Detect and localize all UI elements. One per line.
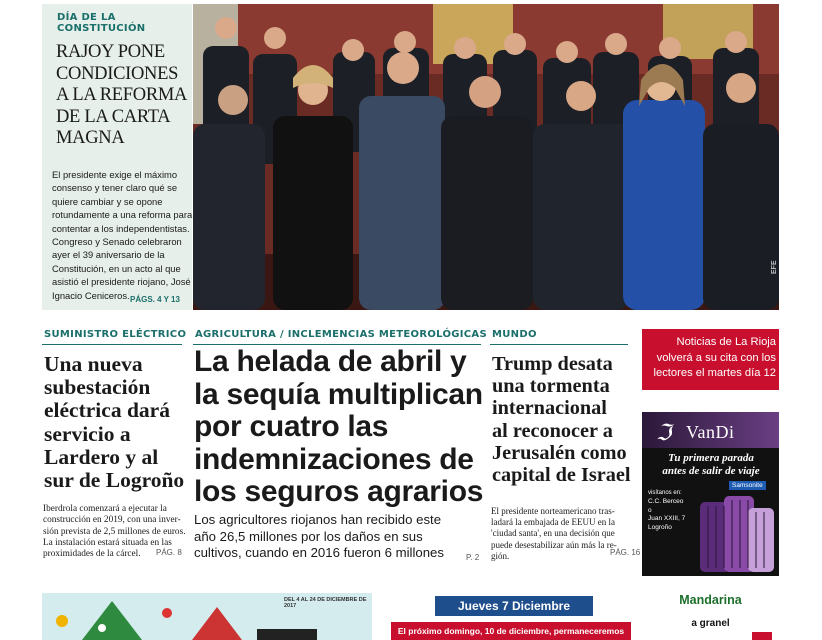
lead-headline-line: A LA REFORMA	[56, 85, 188, 105]
date-banner: Jueves 7 Diciembre	[435, 596, 593, 616]
lead-kicker: DÍA DE LA CONSTITUCIÓN	[57, 12, 146, 34]
right-kicker-rule	[490, 344, 628, 345]
left-headline-line: eléctrica dará	[44, 398, 170, 423]
right-headline	[492, 353, 632, 486]
center-summary-line: Los agricultores riojanos han recibido este	[194, 512, 442, 527]
left-headline-line: subestación	[44, 375, 151, 400]
vandi-address-line: C.C. Berceo	[648, 498, 684, 505]
right-kicker: MUNDO	[492, 329, 537, 340]
right-headline-line: al reconocer a	[492, 419, 613, 442]
rioja-notice-ad	[642, 329, 779, 390]
vandi-logo-mark: ℑ	[656, 420, 672, 445]
vandi-address-line: Logroño	[648, 523, 672, 531]
samsonite-logo: Samsonite	[729, 481, 766, 490]
vandi-tagline-line: Tu primera parada	[668, 452, 754, 464]
rioja-notice-line: volverá a su cita con los	[656, 351, 776, 364]
left-headline-line: sur de Logroño	[44, 468, 185, 493]
center-headline-line: los seguros agrarios	[194, 475, 484, 508]
center-kicker: AGRICULTURA / INCLEMENCIAS METEOROLÓGICAS	[195, 329, 487, 340]
rioja-notice-line: lectores el martes día 12	[653, 367, 776, 379]
center-headline-line: por cuatro las	[194, 410, 389, 443]
lead-headline-line: CONDICIONES	[56, 63, 179, 84]
mandarina-ad-title: Mandarina	[679, 593, 742, 607]
center-headline	[194, 346, 484, 509]
lead-headline-line: DE LA CARTA	[56, 106, 171, 127]
left-summary-line: construcción en 2019, con una inver-	[43, 515, 181, 526]
vandi-address-line: o	[648, 506, 652, 514]
right-headline-line: Trump desata	[492, 353, 613, 375]
vandi-tagline-line: antes de salir de viaje	[662, 465, 760, 477]
lead-summary	[52, 168, 193, 302]
christmas-promo-ad[interactable]	[42, 593, 372, 640]
vandi-ad[interactable]	[642, 412, 779, 576]
lead-summary-line: Congreso y Senado celebraron	[52, 236, 182, 248]
left-summary-line: Iberdrola comenzará a ejecutar la	[43, 504, 167, 514]
vandi-brand: VanDi	[686, 422, 735, 442]
right-summary-line: El presidente norteamericano tras-	[491, 506, 615, 516]
left-headline-line: Lardero y al	[44, 444, 159, 469]
lead-summary-line: quiere cambiar y se opone	[52, 195, 163, 207]
lead-summary-line: ayer el 39 aniversario de la	[52, 249, 165, 261]
lead-summary-line: consenso y tener claro qué se	[52, 182, 178, 194]
left-kicker: SUMINISTRO ELÉCTRICO	[44, 329, 187, 340]
rioja-notice-line: Noticias de La Rioja	[676, 336, 776, 348]
center-headline-line: La helada de abril y	[194, 345, 467, 378]
closing-notice: El próximo domingo, 10 de diciembre, permaneceremos	[391, 622, 631, 640]
lead-story-box	[42, 4, 192, 310]
vandi-tagline	[646, 452, 776, 478]
right-headline-line: una tormenta	[492, 375, 610, 398]
lead-summary-line: asistió el presidente riojano, José	[52, 276, 191, 288]
lead-headline-line: MAGNA	[56, 128, 125, 148]
center-summary-line: año 26,5 millones por los daños en sus	[194, 528, 423, 544]
right-summary-line: ladará la embajada de EEUU en la	[491, 517, 615, 528]
left-summary-line: proximidades de la cárcel.	[43, 549, 141, 560]
right-headline-line: capital de Israel	[492, 464, 631, 487]
lead-summary-line: rotundamente a una reforma para	[52, 209, 193, 221]
right-headline-line: Jerusalén como	[492, 441, 627, 464]
left-headline	[44, 353, 184, 492]
left-summary-line: sión prevista de 2,5 millones de euros.	[43, 526, 186, 537]
lead-photo	[193, 4, 779, 310]
right-page: PÁG. 16	[610, 548, 641, 557]
lead-summary-line: El presidente exige el máximo	[52, 169, 178, 180]
left-headline-line: servicio a	[44, 421, 131, 446]
promo-dates: DEL 4 AL 24 DE DICIEMBRE DE 2017	[284, 597, 367, 609]
left-kicker-rule	[42, 344, 182, 345]
center-headline-line: la sequía multiplican	[194, 377, 483, 411]
right-summary-line: gión.	[491, 550, 510, 561]
left-summary-line: La instalación estará situada en las	[43, 537, 172, 548]
center-page: P. 2	[466, 553, 480, 562]
ministers-group-photo	[193, 4, 779, 310]
left-page: PÁG. 8	[156, 548, 182, 557]
vandi-address-line: Juan XXIII, 7	[648, 515, 686, 522]
left-headline-line: Una nueva	[44, 352, 143, 376]
rioja-notice-text	[648, 335, 776, 382]
center-headline-line: indemnizaciones de	[194, 442, 474, 476]
lead-summary-line: Constitución, en un acto al que	[52, 262, 181, 274]
lead-pages: PÁGS. 4 Y 13	[130, 295, 180, 304]
right-summary-line: 'ciudad santa', en una decisión que	[491, 528, 615, 539]
right-summary-line: puede desestabilizar aún más la re-	[491, 539, 617, 550]
suitcases-illustration	[694, 492, 778, 576]
right-headline-line: internacional	[492, 397, 607, 420]
mandarina-ad-subtitle: a granel	[691, 618, 730, 629]
center-summary	[194, 512, 474, 562]
lead-headline-line: RAJOY PONE	[56, 42, 165, 62]
photo-credit: EFE	[771, 260, 778, 274]
center-summary-line: cultivos, cuando en 2016 fueron 6 millones	[194, 545, 444, 561]
lead-summary-line: Ignacio Ceniceros.	[52, 289, 130, 301]
lead-headline	[56, 42, 192, 150]
lead-summary-line: contentar a los independentistas.	[52, 222, 190, 234]
mandarina-ad-stripe	[752, 632, 772, 640]
vandi-visit-label: visítanos en:	[648, 490, 682, 496]
